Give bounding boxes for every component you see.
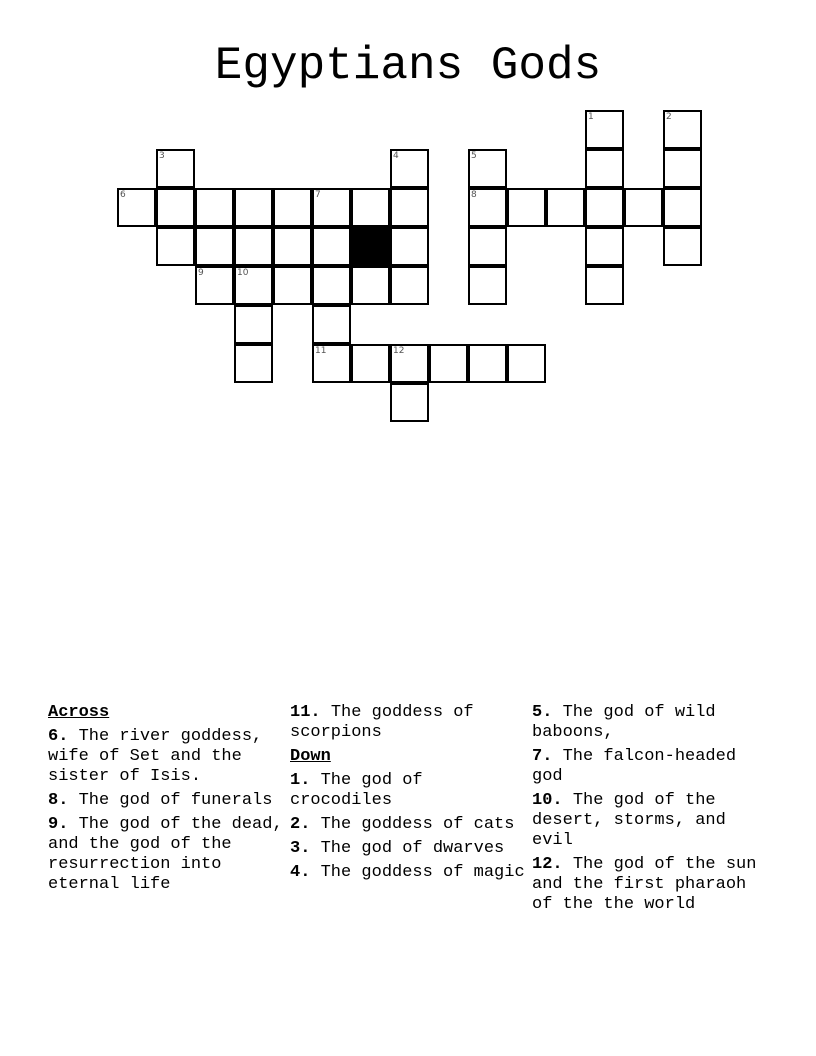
crossword-grid — [0, 0, 816, 440]
page-title: Egyptians Gods — [214, 40, 602, 92]
grid-cell[interactable] — [585, 227, 624, 266]
grid-cell[interactable] — [117, 188, 156, 227]
grid-cell[interactable] — [507, 188, 546, 227]
clue-across-6: 6. The river goddess, wife of Set and the sister of Isis. — [48, 727, 263, 786]
clue-across-9: 9. The god of the dead, and the god of the resurrection into eternal life — [48, 815, 283, 894]
grid-cell[interactable] — [390, 188, 429, 227]
grid-cell[interactable] — [468, 188, 507, 227]
clue-down-7: 7. The falcon-headed god — [532, 747, 737, 786]
grid-cell[interactable] — [585, 188, 624, 227]
clue-down-2: 2. The goddess of cats — [290, 815, 515, 834]
grid-cell[interactable] — [312, 188, 351, 227]
clue-column-3 — [532, 703, 772, 919]
grid-cell[interactable] — [312, 227, 351, 266]
grid-cell[interactable] — [663, 188, 702, 227]
grid-cell[interactable] — [546, 188, 585, 227]
grid-cell[interactable] — [468, 266, 507, 305]
grid-cell[interactable] — [312, 305, 351, 344]
grid-cell[interactable] — [351, 188, 390, 227]
grid-cell[interactable] — [663, 227, 702, 266]
clue-across-8: 8. The god of funerals — [48, 791, 273, 810]
grid-cell[interactable] — [273, 188, 312, 227]
grid-cell[interactable] — [351, 266, 390, 305]
grid-cell[interactable] — [585, 110, 624, 149]
grid-cell[interactable] — [429, 344, 468, 383]
grid-cell[interactable] — [468, 344, 507, 383]
black-cell — [351, 227, 390, 266]
clue-down-3: 3. The god of dwarves — [290, 839, 505, 858]
grid-cell[interactable] — [468, 227, 507, 266]
grid-cell[interactable] — [351, 344, 390, 383]
cell-number: 10 — [237, 268, 249, 278]
grid-cell[interactable] — [468, 149, 507, 188]
cell-number: 7 — [315, 190, 321, 200]
cell-number: 4 — [393, 151, 399, 161]
grid-cell[interactable] — [273, 266, 312, 305]
grid-cell[interactable] — [156, 227, 195, 266]
clue-down-1: 1. The god of crocodiles — [290, 771, 423, 810]
cell-number: 1 — [588, 112, 594, 122]
cell-number: 6 — [120, 190, 126, 200]
cell-number: 12 — [393, 346, 405, 356]
grid-cell[interactable] — [273, 227, 312, 266]
grid-cell[interactable] — [195, 266, 234, 305]
grid-cell[interactable] — [390, 344, 429, 383]
grid-cell[interactable] — [663, 110, 702, 149]
clue-down-5: 5. The god of wild baboons, — [532, 703, 716, 742]
grid-cell[interactable] — [234, 266, 273, 305]
clue-column-2 — [290, 703, 526, 887]
clue-across-11: 11. The goddess of scorpions — [290, 703, 474, 742]
grid-cell[interactable] — [312, 344, 351, 383]
grid-cell[interactable] — [390, 383, 429, 422]
across-heading: Across — [48, 703, 110, 722]
cell-number: 2 — [666, 112, 672, 122]
grid-cell[interactable] — [195, 188, 234, 227]
clue-down-10: 10. The god of the desert, storms, and evil — [532, 791, 726, 850]
grid-cell[interactable] — [234, 344, 273, 383]
grid-cell[interactable] — [507, 344, 546, 383]
cell-number: 3 — [159, 151, 165, 161]
grid-cell[interactable] — [234, 305, 273, 344]
grid-cell[interactable] — [156, 149, 195, 188]
grid-cell[interactable] — [234, 188, 273, 227]
cell-number: 8 — [471, 190, 477, 200]
grid-cell[interactable] — [390, 149, 429, 188]
clue-down-4: 4. The goddess of magic — [290, 863, 525, 882]
grid-cell[interactable] — [624, 188, 663, 227]
grid-cell[interactable] — [234, 227, 273, 266]
cell-number: 9 — [198, 268, 204, 278]
down-heading: Down — [290, 747, 331, 766]
clue-column-1 — [48, 703, 284, 899]
grid-cell[interactable] — [312, 266, 351, 305]
grid-cell[interactable] — [585, 266, 624, 305]
grid-cell[interactable] — [195, 227, 234, 266]
clue-down-12: 12. The god of the sun and the first pharaoh of the the world — [532, 855, 757, 914]
grid-cell[interactable] — [585, 149, 624, 188]
grid-cell[interactable] — [156, 188, 195, 227]
grid-cell[interactable] — [663, 149, 702, 188]
cell-number: 11 — [315, 346, 327, 356]
grid-cell[interactable] — [390, 227, 429, 266]
grid-cell[interactable] — [390, 266, 429, 305]
cell-number: 5 — [471, 151, 477, 161]
